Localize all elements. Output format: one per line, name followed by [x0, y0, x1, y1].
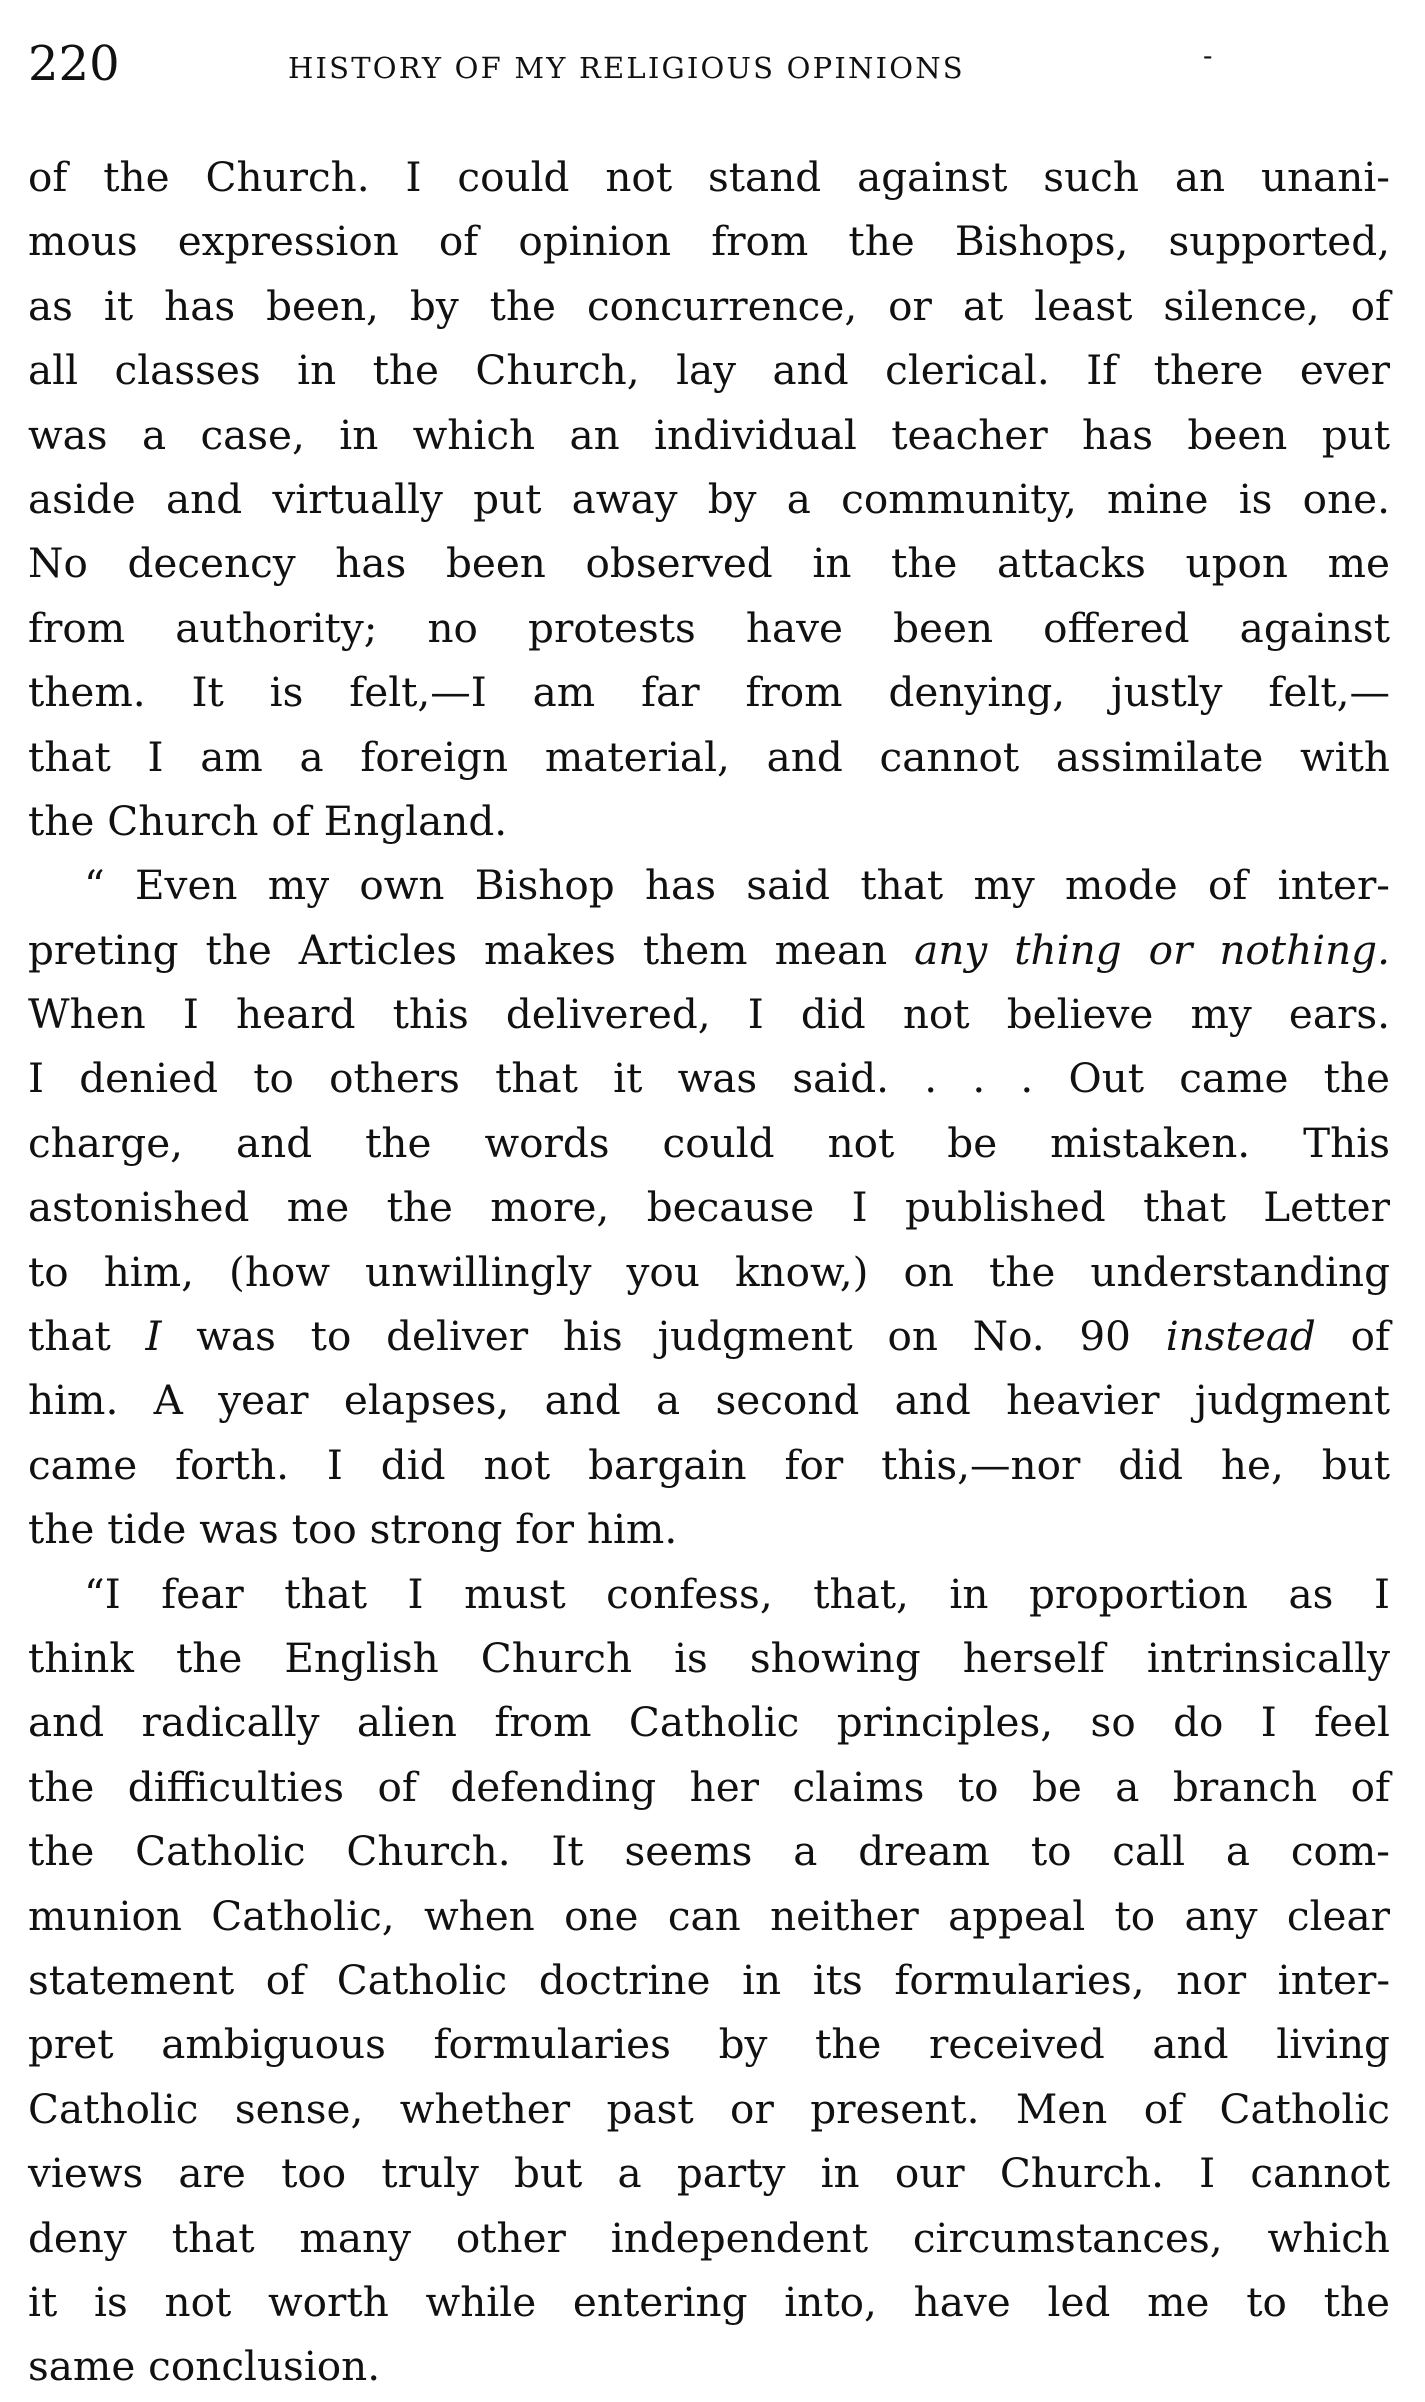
text-line: was a case, in which an individual teacher has been put: [28, 410, 1390, 459]
text-segment: of: [1315, 1312, 1390, 1361]
italic-word: instead: [1165, 1312, 1316, 1361]
body-text: [28, 145, 1390, 2399]
page-number: 220: [28, 36, 120, 92]
text-line: astonished me the more, because I published that Letter: [28, 1183, 1390, 1232]
text-line: [28, 1304, 1390, 1368]
text-line: charge, and the words could not be mistaken. This: [28, 1118, 1390, 1167]
text-line: them. It is felt,—I am far from denying, justly felt,—: [28, 668, 1390, 717]
text-line: aside and virtually put away by a community, mine is one.: [28, 474, 1390, 523]
text-line: munion Catholic, when one can neither appeal to any clear: [28, 1891, 1390, 1940]
text-line: all classes in the Church, lay and clerical. If there ever: [28, 346, 1390, 395]
text-line: statement of Catholic doctrine in its formularies, nor inter-: [28, 1955, 1390, 2004]
text-line: from authority; no protests have been offered against: [28, 603, 1390, 652]
text-line: of the Church. I could not stand against such an unani-: [28, 153, 1390, 201]
text-line: [28, 918, 1390, 982]
text-line: as it has been, by the concurrence, or at least silence, of: [28, 281, 1390, 330]
text-line: came forth. I did not bargain for this,—nor did he, but: [28, 1440, 1390, 1489]
text-line: pret ambiguous formularies by the received and living: [28, 2020, 1390, 2069]
text-line: “ Even my own Bishop has said that my mode of inter-: [84, 861, 1390, 910]
text-line: and radically alien from Catholic principles, so do I feel: [28, 1698, 1390, 1747]
text-line: it is not worth while entering into, have led me to the: [28, 2277, 1390, 2326]
text-line: deny that many other independent circumstances, which: [28, 2213, 1390, 2262]
text-line: the Catholic Church. It seems a dream to call a com-: [28, 1827, 1390, 1876]
text-line: No decency has been observed in the attacks upon me: [28, 539, 1390, 588]
text-line: him. A year elapses, and a second and heavier judgment: [28, 1376, 1390, 1425]
text-line: same conclusion.: [28, 2342, 381, 2391]
text-line: views are too truly but a party in our Church. I cannot: [28, 2149, 1390, 2198]
text-segment: was to deliver his judgment on No. 90: [161, 1312, 1166, 1361]
page-header: [28, 34, 1398, 94]
text-line: that I am a foreign material, and cannot assimilate with: [28, 732, 1390, 781]
text-line: the difficulties of defending her claims to be a branch of: [28, 1762, 1390, 1811]
italic-phrase: any thing or nothing.: [914, 925, 1390, 974]
running-title: HISTORY OF MY RELIGIOUS OPINIONS: [288, 51, 965, 85]
running-title-mark: -: [1203, 39, 1213, 72]
text-line: I denied to others that it was said. . . . Out came the: [28, 1054, 1390, 1103]
text-line: Catholic sense, whether past or present. Men of Catholic: [28, 2084, 1390, 2133]
text-line: the tide was too strong for him.: [28, 1505, 678, 1554]
text-line: think the English Church is showing herself intrinsically: [28, 1633, 1390, 1682]
italic-word: I: [145, 1312, 162, 1361]
text-line: “I fear that I must confess, that, in proportion as I: [84, 1569, 1390, 1618]
text-line: When I heard this delivered, I did not believe my ears.: [28, 990, 1390, 1039]
text-segment: preting the Articles makes them mean: [28, 925, 915, 974]
text-segment: that: [28, 1312, 146, 1361]
text-line: mous expression of opinion from the Bishops, supported,: [28, 217, 1390, 266]
text-line: the Church of England.: [28, 796, 508, 845]
text-line: to him, (how unwillingly you know,) on the understanding: [28, 1247, 1390, 1296]
